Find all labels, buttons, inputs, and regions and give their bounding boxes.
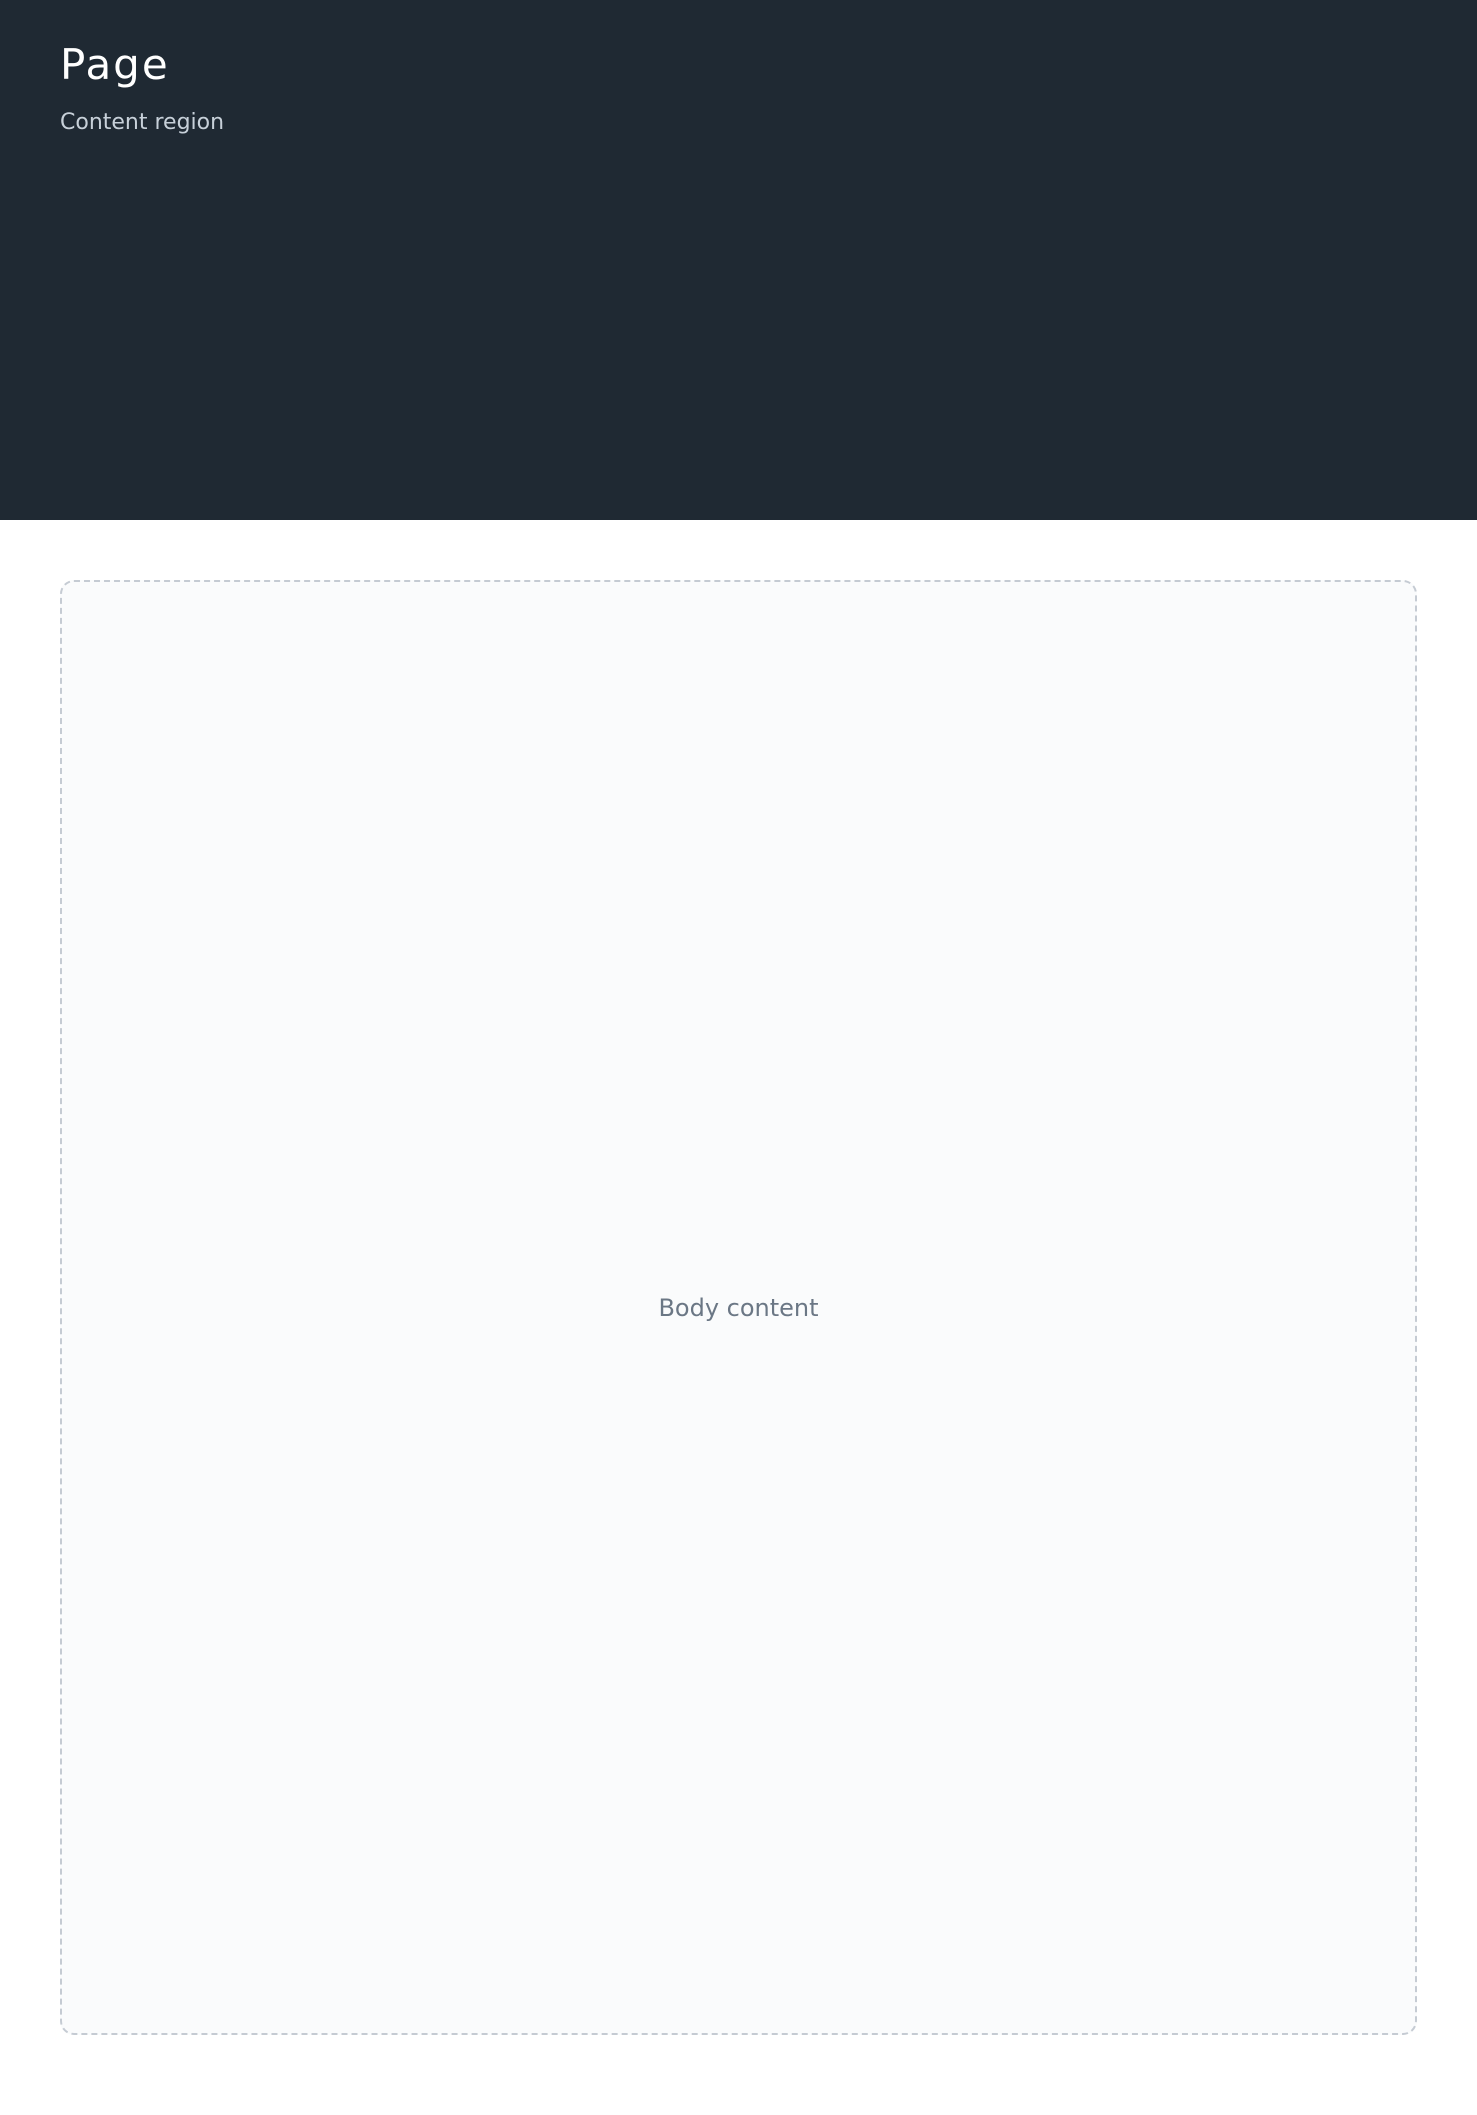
content-area [60, 580, 1417, 2035]
page-title: Page [60, 40, 170, 89]
top-banner [0, 0, 1477, 520]
content-note: Body content [658, 1293, 819, 1322]
page-subtitle: Content region [60, 110, 225, 135]
